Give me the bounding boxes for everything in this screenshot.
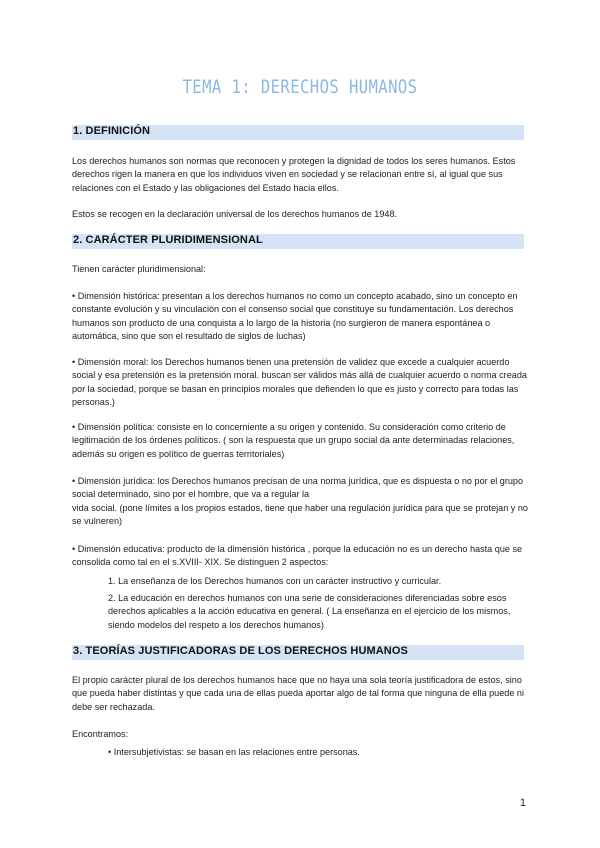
page-title: TEMA 1: DERECHOS HUMANOS [182,76,418,98]
paragraph: Estos se recogen en la declaración universal de los derechos humanos de 1948. [72,209,398,219]
list-item: • Dimensión política: consiste en lo concerniente a su origen y contenido. Su consideración como criterio de legitimación de los órdenes políticos. ( son la respuesta que un grupo social da ante determinadas relaciones, además su origen es político de guerras territoriales) [72,422,515,459]
list-item-continuation: vida social. (pone límites a los propios estados, tiene que haber una regulación jurídica para que se protejan y no se vulneren) [72,503,528,527]
paragraph: Los derechos humanos son normas que reconocen y protegen la dignidad de todos los seres humanos. Estos derechos rigen la manera en que los individuos viven en sociedad y se relacionan entre sí, al igual que sus relaciones con el Estado y las obligaciones del Estado hacia ellos. [72,156,516,193]
list-item: • Intersubjetivistas: se basan en las relaciones entre personas. [108,747,360,757]
numbered-item: 2. La educación en derechos humanos con una serie de consideraciones diferenciadas sobre esos derechos aplicables a la acción educativa en general. ( La enseñanza en el ejercicio de los mismos, siendo modelos del respeto a los derechos humanos) [108,593,511,630]
list-item: • Dimensión jurídica: los Derechos humanos precisan de una norma jurídica, que es dispuesta o no por el grupo social determinado, sino por el hombre, que va a regular la [72,476,524,500]
section-heading: 1. DEFINICIÓN [73,125,151,137]
paragraph: El propio carácter plural de los derechos humanos hace que no haya una sola teoría justificadora de estos, sino que pueda haber distintas y que cada una de ellas pueda aportar algo de tal forma que ninguna de ella puede ni debe ser rechazada. [72,675,524,712]
section-heading: 3. TEORÍAS JUSTIFICADORAS DE LOS DERECHOS HUMANOS [73,645,408,657]
section-heading: 2. CARÁCTER PLURIDIMENSIONAL [73,234,263,246]
list-item: • Dimensión educativa: producto de la dimensión histórica , porque la educación no es un derecho hasta que se consolida como tal en el s.XVIII- XIX. Se distinguen 2 aspectos: [72,544,523,568]
page-number: 1 [519,797,526,809]
paragraph: Encontramos: [72,729,129,739]
list-item: • Dimensión moral: los Derechos humanos tienen una pretensión de validez que excede a cualquier acuerdo social y esa pretensión es la pretensión moral. buscan ser válidos más allá de cualquier acuerdo o norma creada por la sociedad, porque se basan en principios morales que defienden lo que es justo y correcto para todas las personas.) [72,357,527,407]
list-item: • Dimensión histórica: presentan a los derechos humanos no como un concepto acabado, sino un concepto en constante evolución y su vinculación con el consenso social que constituye su fundamentación. Los derechos humanos son producto de una conquista a lo largo de la historia (no surgieron de manera espontánea o automática, sino que son el resultado de siglos de luchas) [72,291,518,341]
numbered-item: 1. La enseñanza de los Derechos humanos con un carácter instructivo y curricular. [108,576,442,586]
paragraph: Tienen carácter pluridimensional: [72,264,206,274]
